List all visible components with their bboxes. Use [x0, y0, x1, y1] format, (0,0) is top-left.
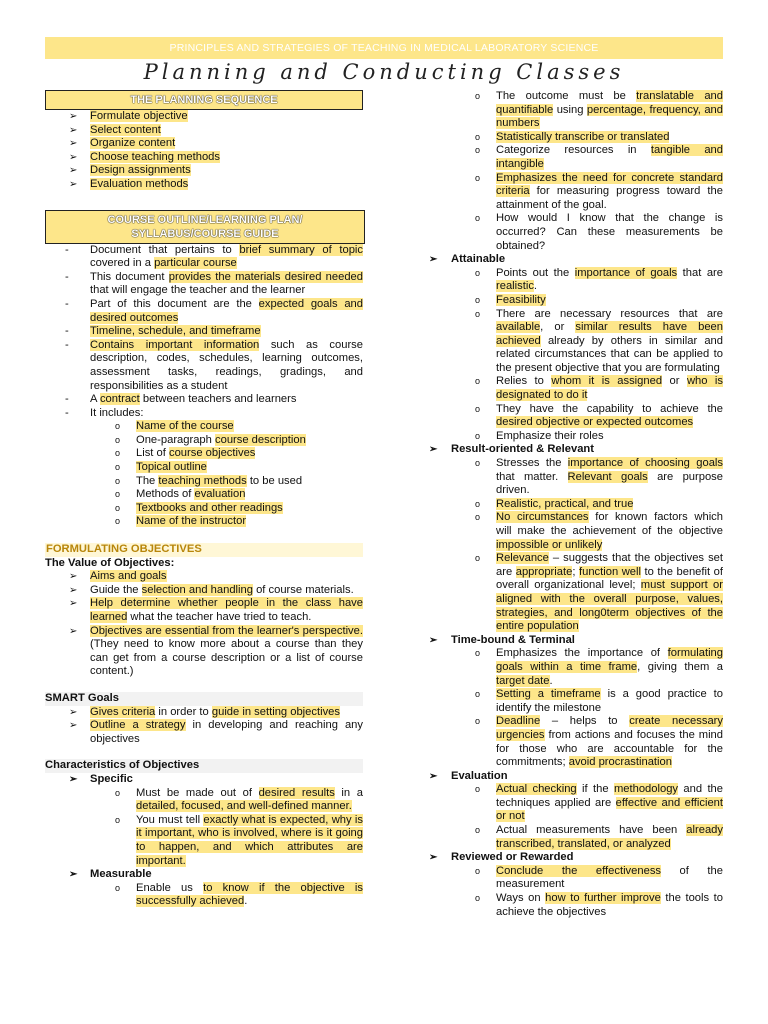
- list-item: ➢ Objectives are essential from the learner's perspective. (They need to know more about a course than they can get from a course description or a list of course content.): [45, 625, 363, 679]
- list-item: o Emphasize their roles: [425, 430, 723, 444]
- list-item: o Emphasizes the importance of formulating goals within a time frame, giving them a target date.: [425, 647, 723, 688]
- list-item: o The teaching methods to be used: [45, 475, 363, 489]
- list-item: ➢ Choose teaching methods: [45, 151, 363, 165]
- smart-list: [45, 706, 363, 747]
- planning-list: [45, 110, 363, 192]
- list-item: o Realistic, practical, and true: [425, 498, 723, 512]
- list-item: o You must tell exactly what is expected, why is it important, who is involved, where is it going to happen, and which attributes are important.: [45, 814, 363, 868]
- list-item: o Statistically transcribe or translated: [425, 131, 723, 145]
- list-item: - Part of this document are the expected goals and desired outcomes: [45, 298, 363, 325]
- list-item: - Timeline, schedule, and timeframe: [45, 325, 363, 339]
- list-item: ➢ Attainable o Points out the importance of goals that are realistic. o Feasibility o There are necessary resources that are available, or similar results have been achieved already by others in similar and related circumstances that can be applied to the present objective that you are formulating o Relies to whom it is assigned or who is designated to do it o They have the capability to achieve the desired objective or expected outcomes o Emphasize their roles: [425, 253, 723, 443]
- measurable-continued-list: [425, 90, 723, 253]
- list-item: ➢ Formulate objective: [45, 110, 363, 124]
- characteristics-heading: Characteristics of Objectives: [45, 759, 363, 773]
- list-item: o Relies to whom it is assigned or who is designated to do it: [425, 375, 723, 402]
- list-item: o Points out the importance of goals that are realistic.: [425, 267, 723, 294]
- list-item: ➢ Organize content: [45, 137, 363, 151]
- header-banner: PRINCIPLES AND STRATEGIES OF TEACHING IN MEDICAL LABORATORY SCIENCE: [45, 37, 723, 59]
- list-item: ➢ Help determine whether people in the class have learned what the teacher have tried to teach.: [45, 597, 363, 624]
- list-item: o Actual measurements have been already transcribed, translated, or analyzed: [425, 824, 723, 851]
- list-item: o Feasibility: [425, 294, 723, 308]
- list-item: ➢ Gives criteria in order to guide in setting objectives: [45, 706, 363, 720]
- list-item: o The outcome must be translatable and quantifiable using percentage, frequency, and numbers: [425, 90, 723, 131]
- list-item: - It includes: o Name of the course o One-paragraph course description o List of course objectives o Topical outline o The teaching methods to be used o Methods of evaluation o Textbooks and other readings o Name of the instructor: [45, 407, 363, 529]
- list-item: o Conclude the effectiveness of the measurement: [425, 865, 723, 892]
- list-item: o Emphasizes the need for concrete standard criteria for measuring progress toward the attainment of the goal.: [425, 172, 723, 213]
- list-item: ➢ Reviewed or Rewarded o Conclude the effectiveness of the measurement o Ways on how to further improve the tools to achieve the objectives: [425, 851, 723, 919]
- list-item: ➢ Design assignments: [45, 164, 363, 178]
- value-of-objectives-heading: The Value of Objectives:: [45, 556, 175, 569]
- list-item: ➢ Select content: [45, 124, 363, 138]
- list-item: o Actual checking if the methodology and the techniques applied are effective and efficient or not: [425, 783, 723, 824]
- list-item: ➢ Outline a strategy in developing and reaching any objectives: [45, 719, 363, 746]
- planning-sequence-heading: THE PLANNING SEQUENCE: [45, 90, 363, 110]
- characteristics-list: [45, 773, 363, 909]
- list-item: - Document that pertains to brief summary of topic covered in a particular course: [45, 244, 363, 271]
- list-item: o Name of the course: [45, 420, 363, 434]
- course-outline-heading: COURSE OUTLINE/LEARNING PLAN/ SYLLABUS/COURSE GUIDE: [45, 210, 365, 244]
- list-item: o There are necessary resources that are available, or similar results have been achieved already by others in similar and related circumstances that can be applied to the present objective that you are formulating: [425, 308, 723, 376]
- list-item: o Categorize resources in tangible and intangible: [425, 144, 723, 171]
- list-item: ➢ Evaluation methods: [45, 178, 363, 192]
- list-item: ➢ Aims and goals: [45, 570, 363, 584]
- list-item: ➢ Guide the selection and handling of course materials.: [45, 584, 363, 598]
- list-item: o List of course objectives: [45, 447, 363, 461]
- list-item: o Topical outline: [45, 461, 363, 475]
- course-outline-list: [45, 244, 363, 529]
- list-item: o Relevance – suggests that the objectives set are appropriate; function well to the benefit of overall organizational level; must support or aligned with the overall purpose, values, strategies, and long0term objectives of the entire population: [425, 552, 723, 634]
- list-item: o Setting a timeframe is a good practice to identify the milestone: [425, 688, 723, 715]
- page-title: Planning and Conducting Classes: [143, 60, 625, 84]
- list-item: o No circumstances for known factors which will make the achievement of the objective impossible or unlikely: [425, 511, 723, 552]
- formulating-objectives-heading: FORMULATING OBJECTIVES: [45, 543, 363, 557]
- list-item: o Deadline – helps to create necessary urgencies from actions and focuses the mind for those who are accountable for the commitments; avoid procrastination: [425, 715, 723, 769]
- list-item: ➢ Measurable o Enable us to know if the objective is successfully achieved.: [45, 868, 363, 909]
- list-item: - This document provides the materials desired needed that will engage the teacher and the learner: [45, 271, 363, 298]
- value-list: [45, 570, 363, 679]
- list-item: o Ways on how to further improve the tools to achieve the objectives: [425, 892, 723, 919]
- list-item: o Name of the instructor: [45, 515, 363, 529]
- list-item: o Methods of evaluation: [45, 488, 363, 502]
- list-item: ➢ Specific o Must be made out of desired results in a detailed, focused, and well-defined manner. o You must tell exactly what is expected, why is it important, who is involved, where is it going to happen, and which attributes are important.: [45, 773, 363, 868]
- left-column: [45, 90, 363, 909]
- list-item: o Must be made out of desired results in a detailed, focused, and well-defined manner.: [45, 787, 363, 814]
- list-item: - A contract between teachers and learners: [45, 393, 363, 407]
- list-item: o Stresses the importance of choosing goals that matter. Relevant goals are purpose driven.: [425, 457, 723, 498]
- list-item: o Textbooks and other readings: [45, 502, 363, 516]
- list-item: ➢ Time-bound & Terminal o Emphasizes the importance of formulating goals within a time frame, giving them a target date. o Setting a timeframe is a good practice to identify the milestone o Deadline – helps to create necessary urgencies from actions and focuses the mind for those who are accountable for the commitments; avoid procrastination: [425, 634, 723, 770]
- list-item: o They have the capability to achieve the desired objective or expected outcomes: [425, 403, 723, 430]
- list-item: o Enable us to know if the objective is successfully achieved.: [45, 882, 363, 909]
- right-column: [425, 90, 723, 919]
- list-item: ➢ Result-oriented & Relevant o Stresses the importance of choosing goals that matter. Relevant goals are purpose driven. o Realistic, practical, and true o No circumstances for known factors which will make the achievement of the objective impossible or unlikely o Relevance – suggests that the objectives set are appropriate; function well to the benefit of overall organizational level; must support or aligned with the overall purpose, values, strategies, and long0term objectives of the entire population: [425, 443, 723, 633]
- smart-goals-heading: SMART Goals: [45, 692, 363, 706]
- list-item: - Contains important information such as course description, codes, schedules, learning outcomes, assessment tasks, readings, gradings, and responsibilities as a student: [45, 339, 363, 393]
- list-item: o One-paragraph course description: [45, 434, 363, 448]
- list-item: ➢ Evaluation o Actual checking if the methodology and the techniques applied are effective and efficient or not o Actual measurements have been already transcribed, translated, or analyzed: [425, 770, 723, 852]
- list-item: o How would I know that the change is occurred? Can these measurements be obtained?: [425, 212, 723, 253]
- smart-characteristics-list: [425, 253, 723, 919]
